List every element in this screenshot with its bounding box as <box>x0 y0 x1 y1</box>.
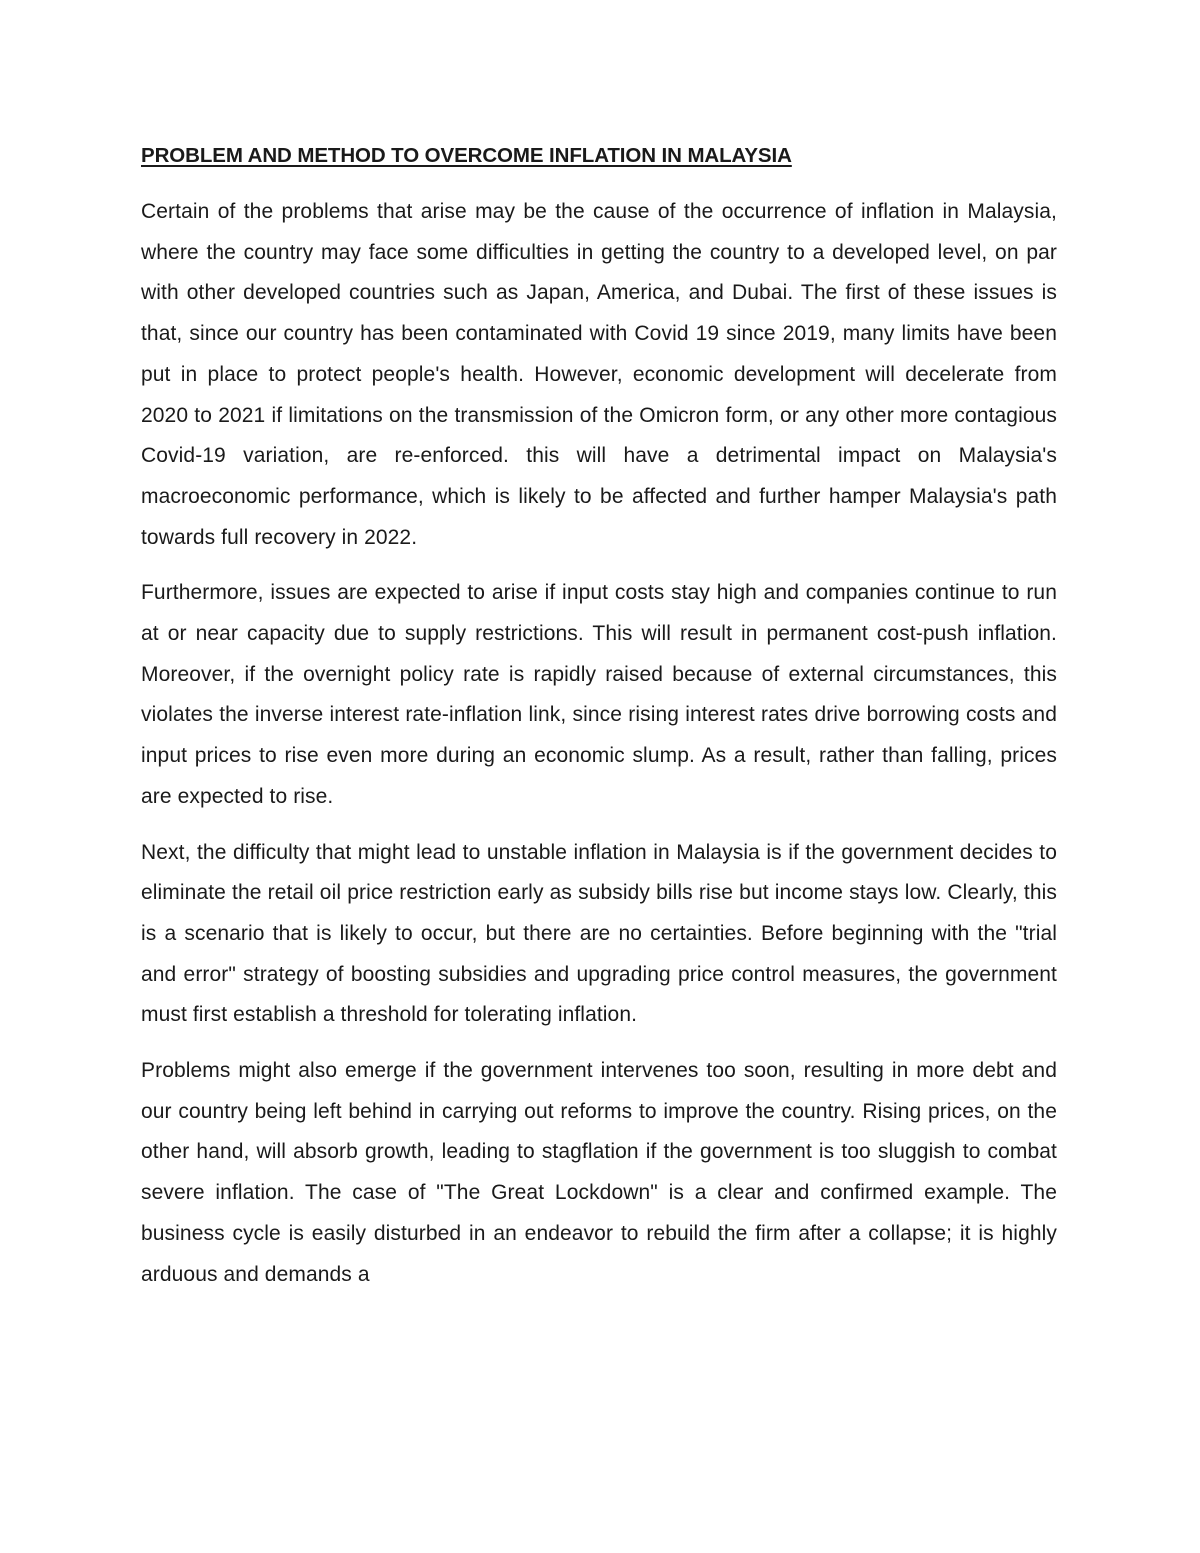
paragraph-cost-push: Furthermore, issues are expected to arise if input costs stay high and companies continue to run at or near capacity due to supply restrictions. This will result in permanent cost-push inflation. Moreover, if the overnight policy rate is rapidly raised because of external circumstances, this violates the inverse interest rate-inflation link, since rising interest rates drive borrowing costs and input prices to rise even more during an economic slump. As a result, rather than falling, prices are expected to rise. <box>141 581 1057 808</box>
document-body <box>141 142 1057 1310</box>
paragraph-government-intervention: Problems might also emerge if the government intervenes too soon, resulting in more debt and our country being left behind in carrying out reforms to improve the country. Rising prices, on the other hand, will absorb growth, leading to stagflation if the government is too sluggish to combat severe inflation. The case of "The Great Lockdown" is a clear and confirmed example. The business cycle is easily disturbed in an endeavor to rebuild the firm after a collapse; it is highly arduous and demands a <box>141 1059 1057 1286</box>
paragraph-covid-impact: Certain of the problems that arise may be the cause of the occurrence of inflation in Malaysia, where the country may face some difficulties in getting the country to a developed level, on par with other developed countries such as Japan, America, and Dubai. The first of these issues is that, since our country has been contaminated with Covid 19 since 2019, many limits have been put in place to protect people's health. However, economic development will decelerate from 2020 to 2021 if limitations on the transmission of the Omicron form, or any other more contagious Covid-19 variation, are re-enforced. this will have a detrimental impact on Malaysia's macroeconomic performance, which is likely to be affected and further hamper Malaysia's path towards full recovery in 2022. <box>141 200 1057 549</box>
paragraph-oil-subsidy: Next, the difficulty that might lead to unstable inflation in Malaysia is if the government decides to eliminate the retail oil price restriction early as subsidy bills rise but income stays low. Clearly, this is a scenario that is likely to occur, but there are no certainties. Before beginning with the "trial and error" strategy of boosting subsidies and upgrading price control measures, the government must first establish a threshold for tolerating inflation. <box>141 840 1057 1027</box>
document-title: PROBLEM AND METHOD TO OVERCOME INFLATION IN MALAYSIA <box>141 144 792 167</box>
